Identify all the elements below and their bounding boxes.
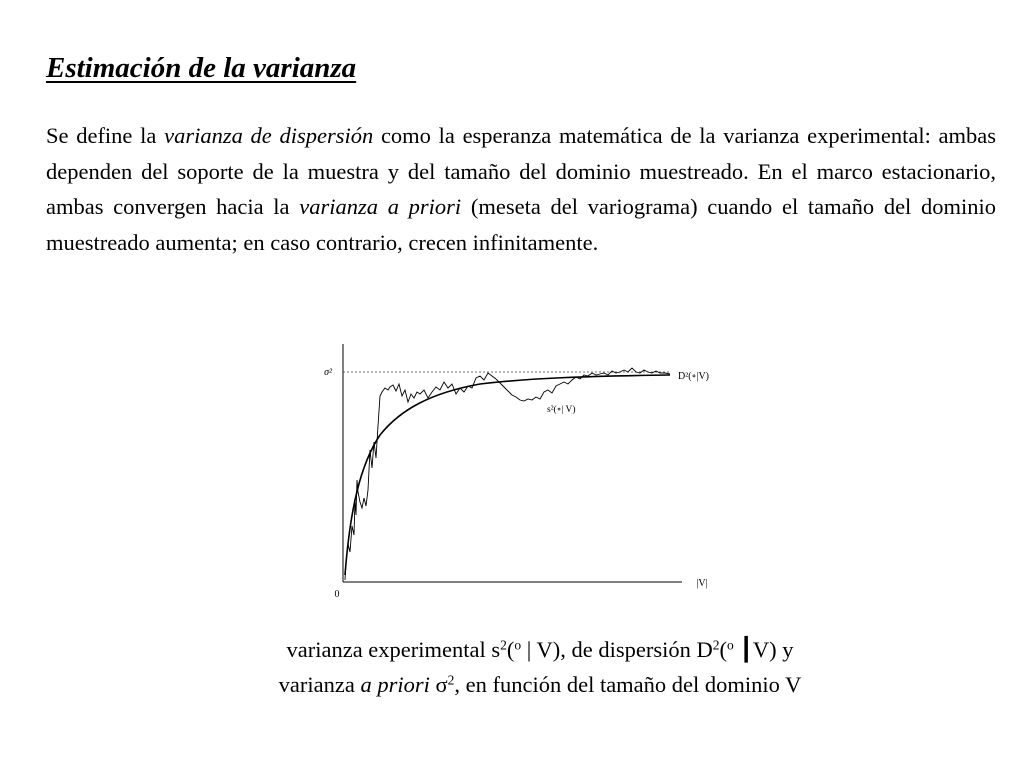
variance-plot xyxy=(300,330,740,610)
sigma-squared-label: σ² xyxy=(324,367,332,378)
s2-experimental-curve xyxy=(345,368,670,580)
caption-text: σ xyxy=(429,672,448,697)
definition-paragraph xyxy=(46,118,996,260)
caption-text: varianza xyxy=(278,672,361,697)
caption-superscript: 2 xyxy=(500,637,507,653)
caption-text: varianza experimental s xyxy=(286,637,501,662)
d2-dispersion-curve xyxy=(345,375,670,575)
caption-line-1 xyxy=(150,632,930,667)
caption-text: ( xyxy=(506,637,515,662)
caption-text: , en función del tamaño del dominio V xyxy=(454,672,802,697)
d2-curve-label: D²(∘|V) xyxy=(678,371,710,382)
caption-superscript: 2 xyxy=(447,672,455,688)
caption-superscript: o xyxy=(514,637,522,653)
caption-line-2 xyxy=(150,667,930,702)
caption-emphasis: a priori xyxy=(360,672,430,697)
variance-figure xyxy=(300,330,740,610)
caption-text: ┃V) y xyxy=(733,637,794,662)
slide-title: Estimación de la varianza xyxy=(46,52,357,84)
caption-text: | V), de dispersión D xyxy=(521,637,713,662)
paragraph-text-2: como la esperanza matemática de la varianza experimental: ambas dependen del soporte de la muestra y del tamaño del dominio muestreado. En el marco estacionario, ambas convergen hacia la xyxy=(46,123,996,219)
caption-text: ( xyxy=(719,637,727,662)
x-axis-label: |V| xyxy=(696,578,708,589)
caption-superscript: 2 xyxy=(712,637,720,653)
origin-label: 0 xyxy=(334,589,340,600)
caption-superscript: o xyxy=(726,637,734,653)
paragraph-emphasis-2: varianza a priori xyxy=(299,194,462,219)
paragraph-text-1: Se define la xyxy=(46,123,165,148)
paragraph-emphasis-1: varianza de dispersión xyxy=(164,123,374,148)
paragraph-text-3: (meseta del variograma) cuando el tamaño del dominio muestreado aumenta; en caso contrario, crecen infinitamente. xyxy=(46,194,996,255)
s2-curve-label: s²(∘| V) xyxy=(547,405,576,415)
